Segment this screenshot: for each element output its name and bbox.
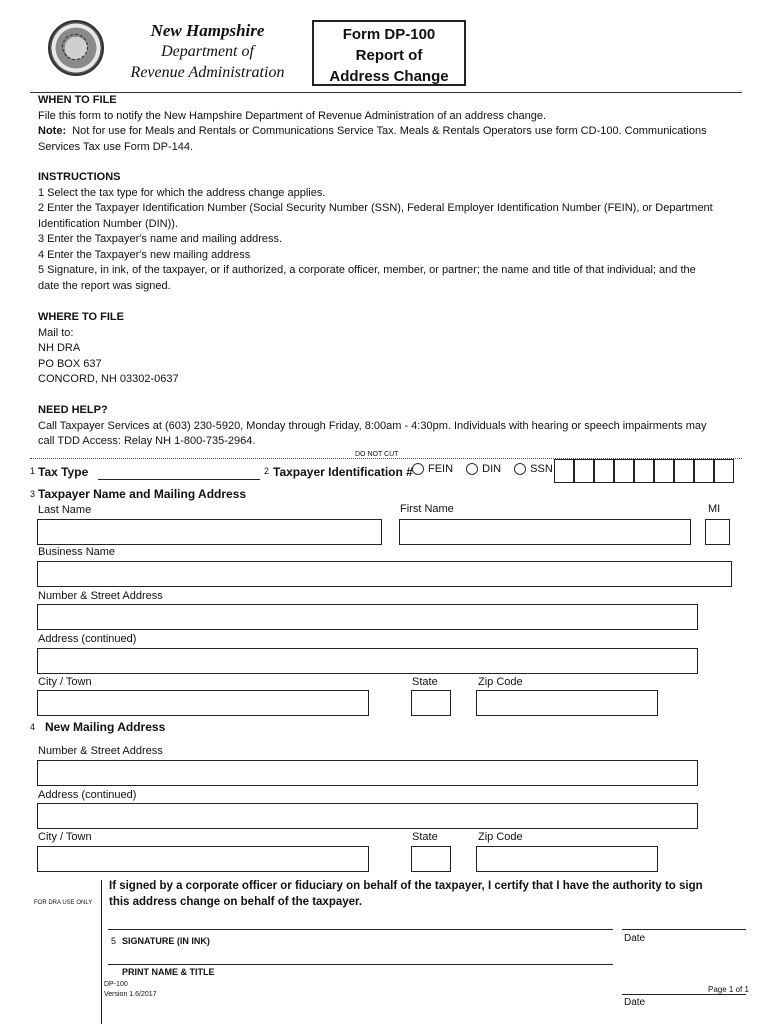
fein-radio[interactable] <box>412 463 424 475</box>
instructions-heading: INSTRUCTIONS <box>38 171 121 183</box>
last-name-input[interactable] <box>37 519 382 545</box>
business-name-input[interactable] <box>37 561 732 587</box>
name-address-heading: Taxpayer Name and Mailing Address <box>38 487 247 501</box>
state-input[interactable] <box>411 690 451 716</box>
id-digit-box[interactable] <box>574 459 594 483</box>
ssn-radio[interactable] <box>514 463 526 475</box>
last-name-label: Last Name <box>38 504 92 516</box>
print-name-line[interactable] <box>108 964 613 965</box>
when-to-file-section <box>38 93 758 155</box>
new-address-continued-label: Address (continued) <box>38 789 137 801</box>
instruction-line: 4 Enter the Taxpayer's new mailing address <box>38 248 251 261</box>
instructions-section <box>38 170 758 294</box>
when-note <box>38 124 758 140</box>
business-name-label: Business Name <box>38 546 116 558</box>
new-state-label: State <box>412 831 438 843</box>
taxpayer-id-label: Taxpayer Identification # <box>273 465 413 479</box>
help-line2: call TDD Access: Relay NH 1-800-735-2964. <box>38 435 256 447</box>
note-text: Not for use for Meals and Rentals or Communications Service Tax. Meals & Rentals Operators use form CD-100. Communications <box>66 125 707 137</box>
id-digit-box[interactable] <box>674 459 694 483</box>
id-digit-box[interactable] <box>694 459 714 483</box>
form-code: DP-100 <box>104 981 128 988</box>
need-help-section <box>38 403 758 450</box>
din-label: DIN <box>482 463 502 475</box>
street-label: Number & Street Address <box>38 590 163 602</box>
new-city-input[interactable] <box>37 846 369 872</box>
instruction-line: 2 Enter the Taxpayer Identification Number (Social Security Number (SSN), Federal Employer Identification Number (FEIN), or Department <box>38 202 713 214</box>
instruction-line: 5 Signature, in ink, of the taxpayer, or if authorized, a corporate officer, member, or partner; the name and title of that individual; and the <box>38 264 696 276</box>
when-line1: File this form to notify the New Hampshire Department of Revenue Administration of an address change. <box>38 109 547 122</box>
address-continued-label: Address (continued) <box>38 633 137 645</box>
first-name-input[interactable] <box>399 519 691 545</box>
dept-line2: Department of <box>161 43 254 60</box>
dra-use-label: FOR DRA USE ONLY <box>34 900 93 906</box>
where-line: PO BOX 637 <box>38 357 102 370</box>
date2-line[interactable] <box>622 994 746 995</box>
street-input[interactable] <box>37 604 698 630</box>
address-continued-input[interactable] <box>37 648 698 674</box>
dept-line1: New Hampshire <box>150 21 265 40</box>
id-digit-box[interactable] <box>554 459 574 483</box>
ssn-label: SSN <box>530 463 553 475</box>
signature-label: SIGNATURE (IN INK) <box>122 936 210 946</box>
field-number-1: 1 <box>30 466 36 476</box>
form-title-box <box>312 20 466 86</box>
new-address-heading: New Mailing Address <box>45 720 166 734</box>
mi-input[interactable] <box>705 519 730 545</box>
id-digit-box[interactable] <box>714 459 734 483</box>
instruction-line: Identification Number (DIN)). <box>38 217 178 230</box>
page-number: Page 1 of 1 <box>708 985 749 994</box>
tax-type-input[interactable] <box>98 479 260 482</box>
field-number-4: 4 <box>30 722 36 732</box>
form-version-block <box>104 980 157 1000</box>
mi-label: MI <box>708 503 721 515</box>
form-line2: Report of <box>355 47 423 64</box>
nh-seal-icon <box>48 20 104 76</box>
zip-input[interactable] <box>476 690 658 716</box>
where-to-file-section <box>38 310 438 388</box>
new-address-continued-input[interactable] <box>37 803 698 829</box>
new-state-input[interactable] <box>411 846 451 872</box>
din-radio[interactable] <box>466 463 478 475</box>
instruction-line: 3 Enter the Taxpayer's name and mailing address. <box>38 233 283 245</box>
id-digit-box[interactable] <box>634 459 654 483</box>
first-name-label: First Name <box>400 503 454 515</box>
do-not-cut-label: DO NOT CUT <box>355 451 399 458</box>
help-line1: Call Taxpayer Services at (603) 230-5920, Monday through Friday, 8:00am - 4:30pm. Individuals with hearing or speech impairments may <box>38 419 707 432</box>
date2-label: Date <box>624 997 646 1008</box>
form-line3: Address Change <box>329 68 449 85</box>
when-line3: Services Tax use Form DP-144. <box>38 140 194 153</box>
city-label: City / Town <box>38 676 92 688</box>
cert-line1: If signed by a corporate officer or fiduciary on behalf of the taxpayer, I certify that I have the authority to sign <box>109 880 703 892</box>
date1-label: Date <box>624 933 646 944</box>
form-line1: Form DP-100 <box>342 26 436 43</box>
new-zip-label: Zip Code <box>478 831 523 843</box>
cert-line2: this address change on behalf of the taxpayer. <box>109 896 363 908</box>
new-street-label: Number & Street Address <box>38 745 163 757</box>
signature-line[interactable] <box>108 929 613 930</box>
field-number-5: 5 <box>111 936 117 946</box>
department-name <box>110 20 305 83</box>
field-number-2: 2 <box>264 466 270 476</box>
where-heading: WHERE TO FILE <box>38 311 124 323</box>
dra-use-divider <box>101 880 102 1024</box>
zip-label: Zip Code <box>478 676 523 688</box>
date1-line[interactable] <box>622 929 746 930</box>
note-label: Note: <box>38 125 67 137</box>
instruction-line: date the report was signed. <box>38 279 171 292</box>
tax-type-label: Tax Type <box>38 465 89 479</box>
dept-line3: Revenue Administration <box>130 64 285 81</box>
state-label: State <box>412 676 438 688</box>
id-digit-box[interactable] <box>594 459 614 483</box>
fein-label: FEIN <box>428 463 454 475</box>
new-street-input[interactable] <box>37 760 698 786</box>
field-number-3: 3 <box>30 489 36 499</box>
certification-text <box>109 878 749 910</box>
id-digit-box[interactable] <box>654 459 674 483</box>
instruction-line: 1 Select the tax type for which the address change applies. <box>38 186 326 199</box>
help-heading: NEED HELP? <box>38 404 108 416</box>
new-zip-input[interactable] <box>476 846 658 872</box>
form-version: Version 1.6/2017 <box>104 991 157 998</box>
new-city-label: City / Town <box>38 831 92 843</box>
city-input[interactable] <box>37 690 369 716</box>
id-digit-box[interactable] <box>614 459 634 483</box>
where-line: NH DRA <box>38 342 81 354</box>
where-line: Mail to: <box>38 326 74 339</box>
id-type-radios <box>406 463 553 475</box>
print-name-label: PRINT NAME & TITLE <box>122 967 215 977</box>
where-line: CONCORD, NH 03302-0637 <box>38 373 179 385</box>
when-heading: WHEN TO FILE <box>38 94 117 106</box>
